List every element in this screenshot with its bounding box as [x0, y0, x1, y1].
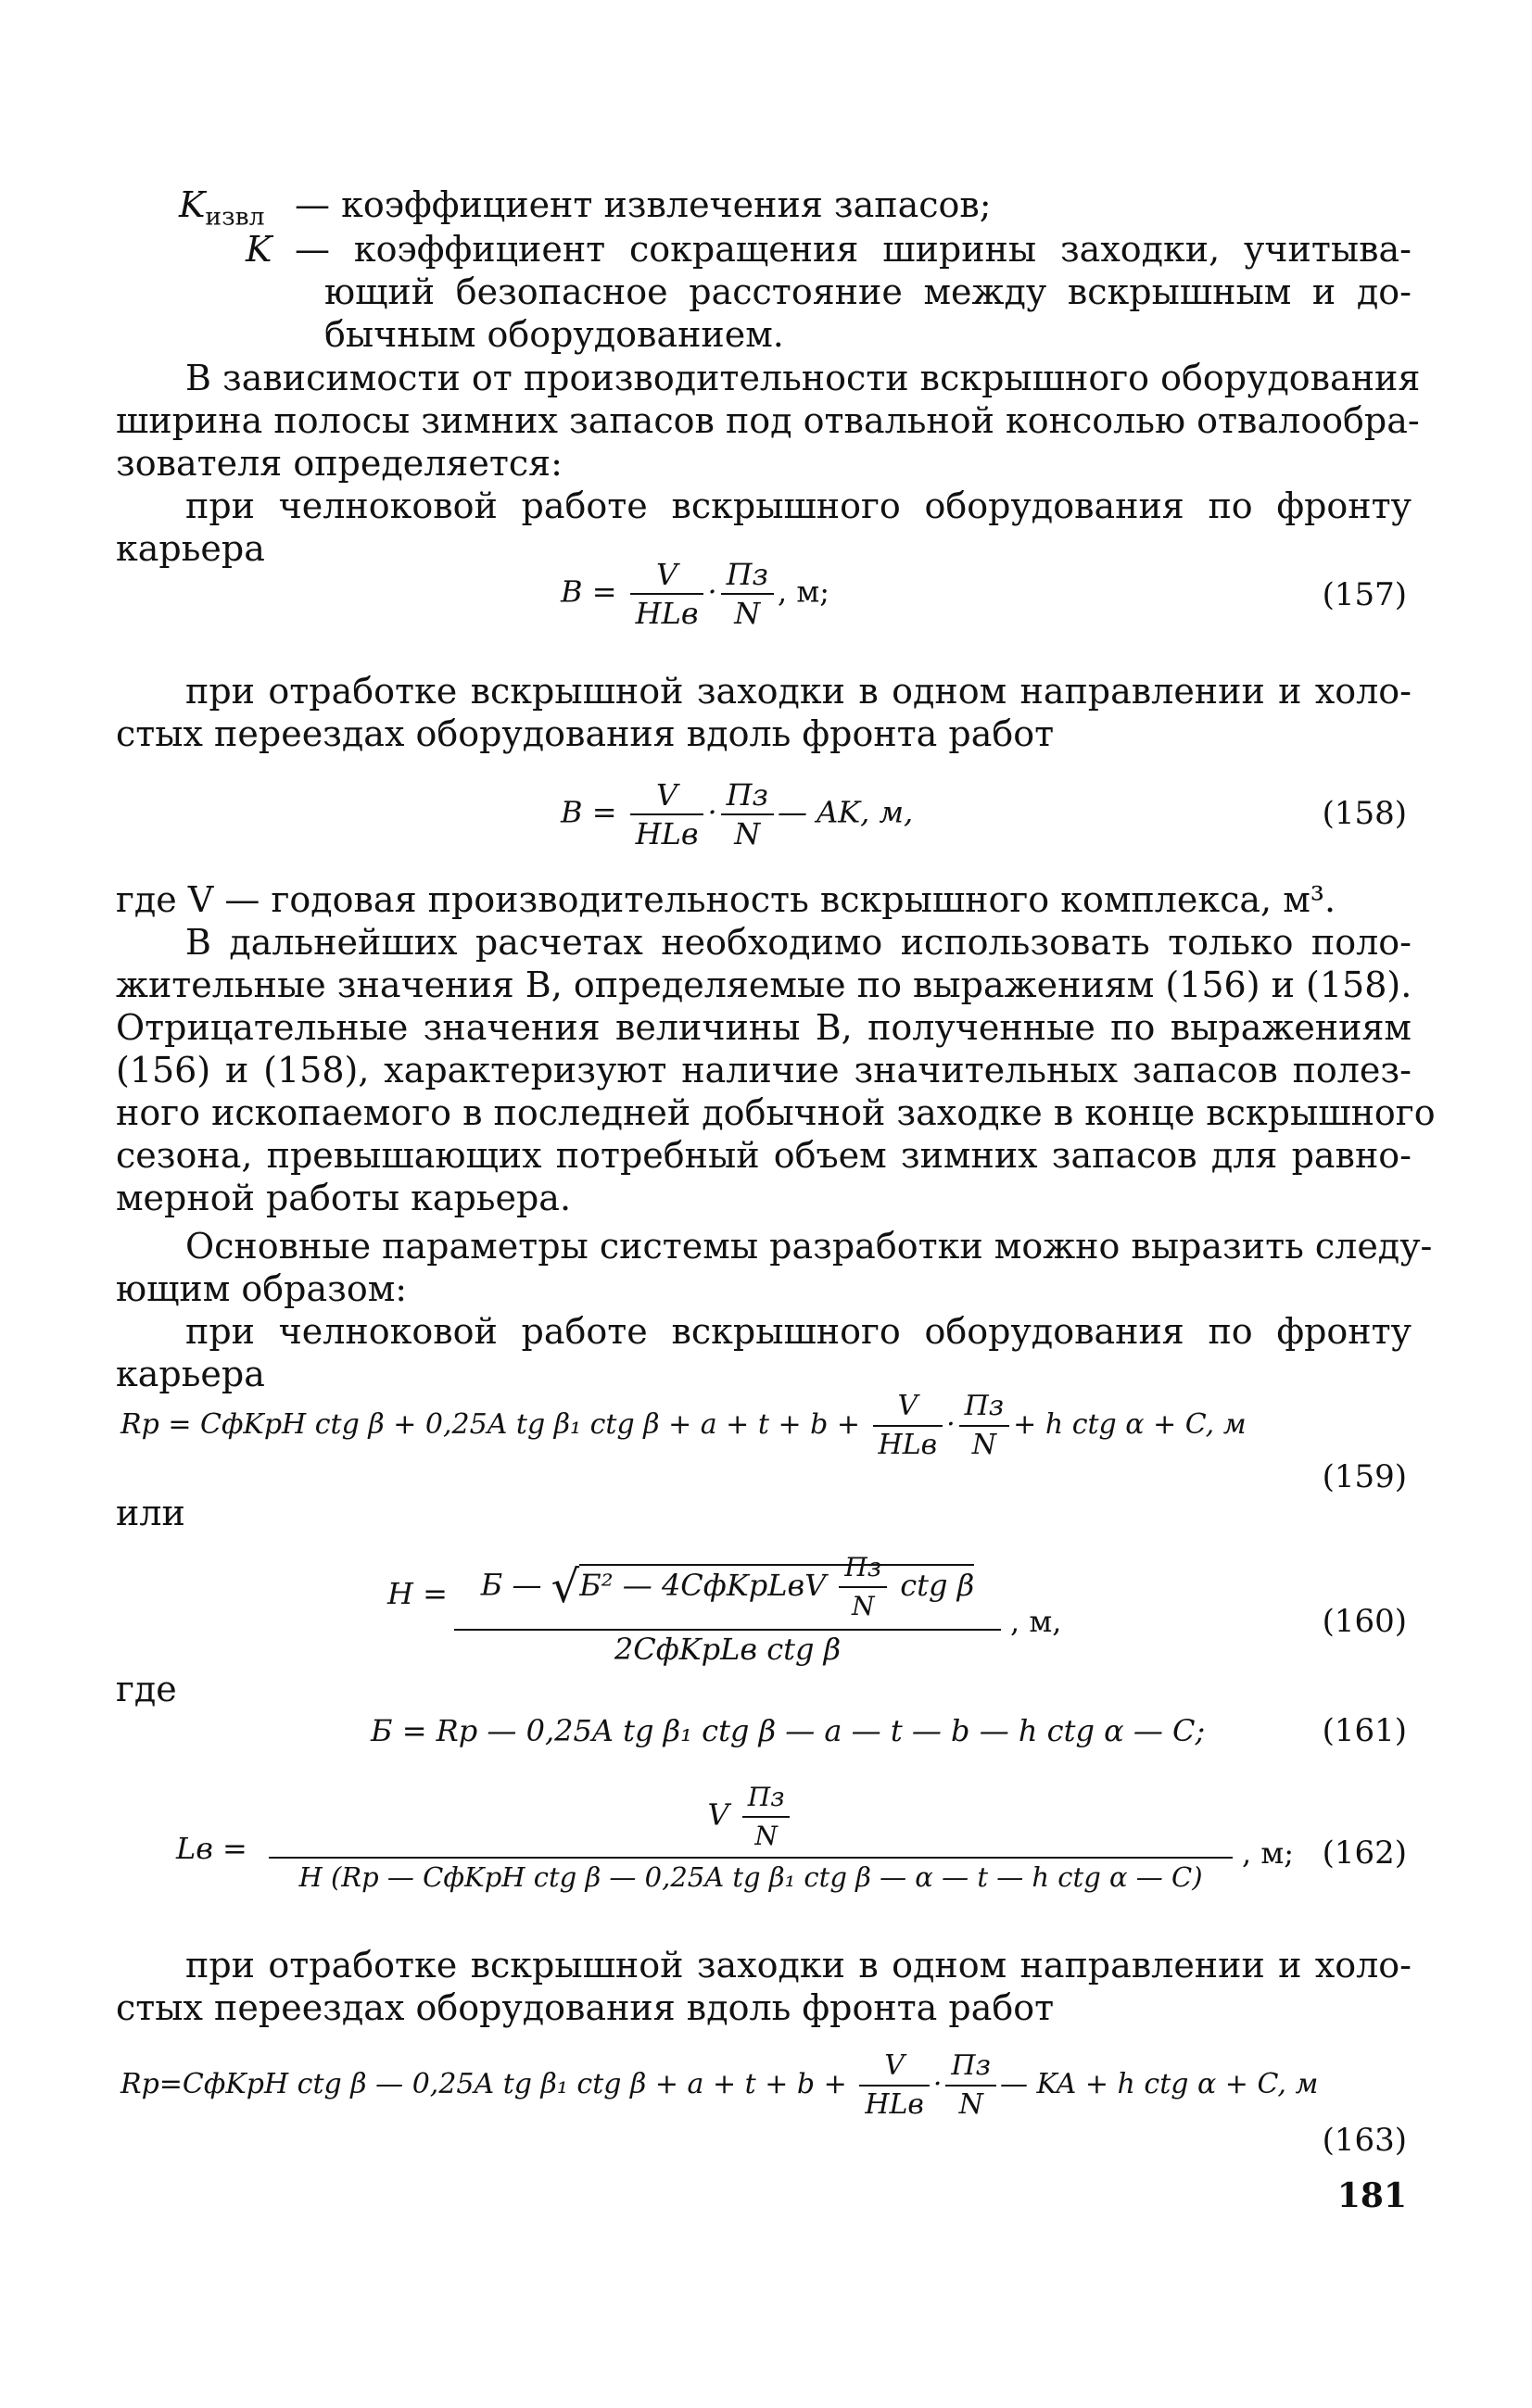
symbol-k-izvl: $K_{извл}$	[179, 184, 265, 232]
paragraph-2-line-5: ного ископаемого в последней добычной заходке в конце вскрышного	[116, 1092, 1436, 1133]
sqrt-sign: √	[551, 1561, 580, 1613]
equation-163-number: (163)	[1322, 2122, 1407, 2159]
page-number: 181	[1336, 2176, 1407, 2215]
equation-161-number: (161)	[1322, 1712, 1407, 1749]
definition-k-line-2: ющий безопасное расстояние между вскрышным и до-	[324, 271, 1412, 312]
paragraph-2-line-2: жительные значения B, определяемые по выражениям (156) и (158).	[116, 964, 1412, 1005]
equation-160-number: (160)	[1322, 1603, 1407, 1640]
paragraph-2-line-4: (156) и (158), характеризуют наличие значительных запасов полез-	[116, 1050, 1412, 1091]
equation-160-denominator: 2CфKрLв ctg β	[614, 1632, 842, 1667]
paragraph-3-line-2: ющим образом:	[116, 1268, 408, 1309]
paragraph-3-line-1: Основные параметры системы разработки можно выразить следу-	[185, 1226, 1433, 1267]
where-word: где	[116, 1669, 177, 1709]
equation-162-denominator: H (Rр — CфKрH ctg β — 0,25A tg β₁ ctg β — α — t — h ctg α — C)	[298, 1861, 1203, 1893]
equation-160-lhs: H =	[387, 1576, 448, 1611]
case-4-line-2: стых переездах оборудования вдоль фронта работ	[116, 1987, 1055, 2028]
equation-161: Б = Rр — 0,25A tg β₁ ctg β — a — t — b — h ctg α — C;	[371, 1713, 1206, 1748]
paragraph-1-line-2: ширина полосы зимних запасов под отвальной консолью отвалообра-	[116, 400, 1420, 441]
case-4-line-1: при отработке вскрышной заходки в одном направлении и холо-	[185, 1945, 1412, 1986]
paragraph-2-line-7: мерной работы карьера.	[116, 1178, 572, 1218]
paragraph-2-line-1: В дальнейших расчетах необходимо использовать только поло-	[185, 922, 1412, 963]
case-2-line-2: стых переездах оборудования вдоль фронта работ	[116, 713, 1055, 754]
equation-163: Rр=CфKрH ctg β — 0,25A tg β₁ ctg β + a + t + b + $\frac{V}{\text{HLв}}$ · $\frac{Пз}{N}$ — KA + h ctg α + C, м	[120, 2049, 1319, 2121]
equation-160-numerator: Б — √Б² — 4CфKрLвV $\frac{Пз}{N}$ ctg β	[454, 1549, 1001, 1631]
definition-k-izvl: — коэффициент извлечения запасов;	[295, 184, 992, 225]
equation-162-lhs: Lв =	[176, 1831, 247, 1866]
or-word: или	[116, 1493, 185, 1533]
case-3-line-2: карьера	[116, 1354, 265, 1394]
equation-157-number: (157)	[1322, 576, 1407, 613]
definition-k-line-3: бычным оборудованием.	[324, 314, 784, 355]
paragraph-2-line-6: сезона, превышающих потребный объем зимних запасов для равно-	[116, 1135, 1412, 1176]
equation-159-number: (159)	[1322, 1458, 1407, 1495]
paragraph-1-line-3: зователя определяется:	[116, 443, 563, 484]
case-2-line-1: при отработке вскрышной заходки в одном направлении и холо-	[185, 671, 1412, 712]
paragraph-2-line-3: Отрицательные значения величины B, полученные по выражениям	[116, 1007, 1412, 1048]
case-1-line-1: при челноковой работе вскрышного оборудования по фронту	[185, 485, 1412, 526]
equation-159: Rр = CфKрH ctg β + 0,25A tg β₁ ctg β + a + t + b + $\frac{V}{\text{HLв}}$ · $\frac{Пз}{N}$ + h ctg α + C, м	[120, 1390, 1247, 1461]
equation-157: B = $\frac{V}{\text{HLв}}$ · $\frac{Пз}{N}$ , м;	[561, 557, 829, 631]
where-v-line: где V — годовая производительность вскрышного комплекса, м³.	[116, 879, 1336, 920]
paragraph-1-line-1: В зависимости от производительности вскрышного оборудования	[185, 358, 1421, 398]
equation-162-unit: , м;	[1242, 1835, 1295, 1871]
equation-158: B = $\frac{V}{\text{HLв}}$ · $\frac{Пз}{N}$ — AK, м,	[561, 777, 914, 851]
case-3-line-1: при челноковой работе вскрышного оборудования по фронту	[185, 1311, 1412, 1352]
equation-158-number: (158)	[1322, 795, 1407, 832]
equation-162-numerator: V $\frac{Пз}{N}$	[269, 1779, 1233, 1859]
symbol-k: K	[246, 229, 272, 270]
equation-160-unit: , м,	[1010, 1604, 1062, 1639]
definition-k-line-1: — коэффициент сокращения ширины заходки, учитыва-	[295, 229, 1412, 270]
case-1-line-2: карьера	[116, 528, 265, 569]
equation-162-number: (162)	[1322, 1834, 1407, 1872]
